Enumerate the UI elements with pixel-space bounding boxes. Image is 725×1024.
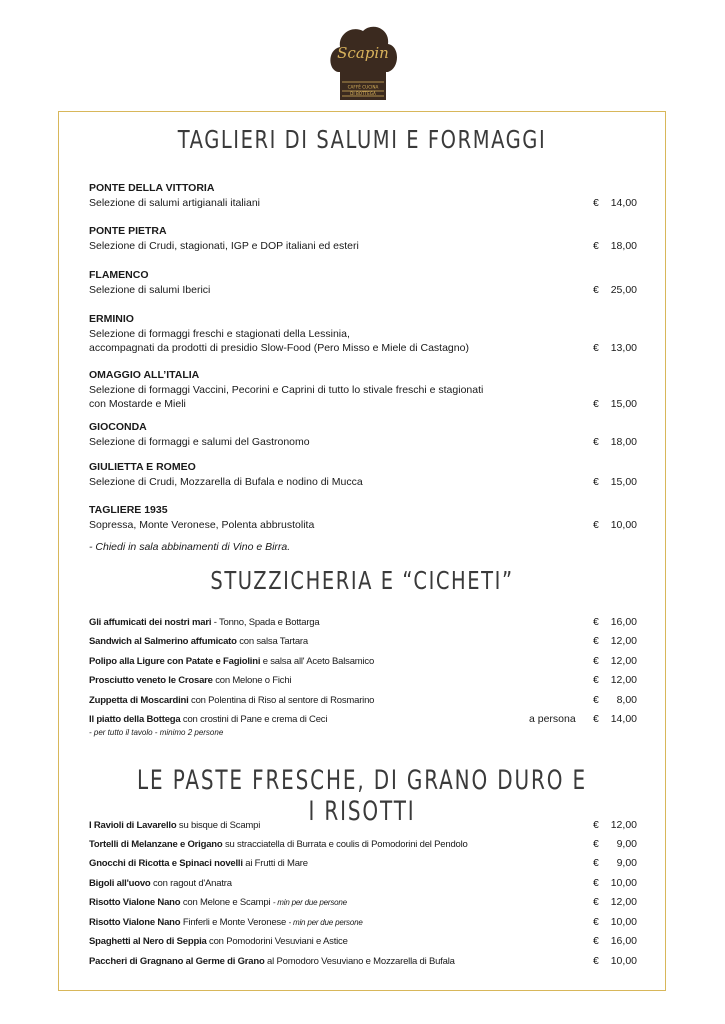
menu-item [89, 616, 637, 629]
menu-item [89, 503, 637, 532]
menu-item [89, 312, 637, 356]
menu-item [89, 694, 637, 707]
menu-item [89, 877, 637, 890]
item-desc: con Melone e Scampi [180, 897, 273, 908]
item-desc: con ragout d'Anatra [150, 878, 232, 889]
item-desc: con Melone o Fichi [212, 675, 292, 686]
item-price: € 12,00 [593, 819, 637, 831]
scapin-logo [328, 20, 398, 104]
menu-item [89, 857, 637, 870]
section-title-taglieri: TAGLIERI DI SALUMI E FORMAGGI [177, 125, 547, 154]
item-name: Spaghetti al Nero di Seppia [89, 936, 207, 947]
item-price: € 14,00 [593, 713, 637, 725]
item-name: PONTE DELLA VITTORIA [89, 182, 215, 194]
item-price: € 16,00 [593, 616, 637, 628]
item-desc: con crostini di Pane e crema di Ceci [180, 714, 328, 725]
item-price: € 9,00 [593, 857, 637, 869]
item-price: € 18,00 [593, 435, 637, 448]
item-name: Polipo alla Ligure con Patate e Fagiolini [89, 656, 261, 667]
item-price: € 10,00 [593, 877, 637, 889]
item-desc: Selezione di Crudi, Mozzarella di Bufala e nodino di Mucca [89, 475, 363, 488]
item-desc: ai Frutti di Mare [242, 858, 308, 869]
item-name: OMAGGIO ALL’ITALIA [89, 369, 200, 381]
item-name: Sandwich al Salmerino affumicato [89, 636, 237, 647]
item-desc-2: accompagnati da prodotti di presidio Slow-Food (Pero Misso e Miele di Castagno) [89, 342, 469, 354]
item-name: TAGLIERE 1935 [89, 504, 168, 516]
item-name: ERMINIO [89, 313, 134, 325]
menu-item [89, 916, 637, 929]
item-name: I Ravioli di Lavarello [89, 820, 177, 831]
menu-item [89, 955, 637, 968]
item-desc: Selezione di Crudi, stagionati, IGP e DOP italiani ed esteri [89, 239, 359, 252]
item-price: € 13,00 [593, 342, 637, 354]
item-desc: Selezione di salumi Iberici [89, 283, 211, 296]
menu-item [89, 224, 637, 253]
item-desc: su bisque di Scampi [176, 820, 261, 831]
item-name: Risotto Vialone Nano [89, 897, 181, 908]
item-price: € 14,00 [593, 196, 637, 209]
item-name: PONTE PIETRA [89, 225, 167, 237]
item-desc: Selezione di formaggi freschi e stagionati della Lessinia, [89, 327, 350, 340]
minimum-note: - per tutto il tavolo - minimo 2 persone [89, 728, 224, 737]
menu-item [89, 420, 637, 449]
menu-item [89, 268, 637, 297]
item-price: € 12,00 [593, 674, 637, 686]
item-desc: Finferli e Monte Veronese [180, 917, 289, 928]
item-name: GIOCONDA [89, 421, 147, 433]
per-person-label: a persona [529, 713, 576, 725]
item-desc: e salsa all' Aceto Balsamico [260, 656, 375, 667]
item-desc: Selezione di salumi artigianali italiani [89, 196, 261, 209]
svg-text:DI BOTTEGA: DI BOTTEGA [350, 91, 376, 96]
item-price: € 10,00 [593, 916, 637, 928]
menu-item [89, 819, 637, 832]
item-price: € 12,00 [593, 635, 637, 647]
item-price: € 9,00 [593, 838, 637, 850]
menu-item [89, 460, 637, 489]
item-price: € 16,00 [593, 935, 637, 947]
item-name: Gli affumicati dei nostri mari [89, 617, 212, 628]
item-price: € 12,00 [593, 896, 637, 908]
item-desc: Sopressa, Monte Veronese, Polenta abbrustolita [89, 518, 315, 531]
item-price: € 15,00 [593, 475, 637, 488]
item-name: Bigoli all'uovo [89, 878, 151, 889]
item-name: Tortelli di Melanzane e Origano [89, 839, 223, 850]
item-desc-2: con Mostarde e Mieli [89, 398, 186, 410]
item-name: Paccheri di Gragnano al Germe di Grano [89, 956, 265, 967]
item-desc: - Tonno, Spada e Bottarga [211, 617, 320, 628]
item-name: Prosciutto veneto le Crosare [89, 675, 213, 686]
item-name: Zuppetta di Moscardini [89, 695, 189, 706]
menu-item [89, 181, 637, 210]
menu-item [89, 838, 637, 851]
item-price: € 8,00 [593, 694, 637, 706]
item-desc: Selezione di formaggi Vaccini, Pecorini e Caprini di tutto lo stivale freschi e stagionati [89, 383, 484, 396]
item-name: GIULIETTA E ROMEO [89, 461, 196, 473]
menu-item [89, 896, 637, 909]
menu-item [89, 935, 637, 948]
pairing-note: - Chiedi in sala abbinamenti di Vino e Birra. [89, 541, 291, 553]
section-title-paste: LE PASTE FRESCHE, DI GRANO DURO E I RISOTTI [137, 765, 587, 827]
item-price: € 25,00 [593, 283, 637, 296]
menu-item [89, 713, 637, 726]
item-desc: con salsa Tartara [236, 636, 308, 647]
item-name: Il piatto della Bottega [89, 714, 181, 725]
item-price: € 12,00 [593, 655, 637, 667]
item-name: Gnocchi di Ricotta e Spinaci novelli [89, 858, 243, 869]
item-min-note: - min per due persone [272, 898, 347, 907]
section-title-stuzzicheria: STUZZICHERIA E “CICHETI” [210, 566, 514, 595]
svg-text:Scapin: Scapin [337, 44, 389, 62]
item-name: FLAMENCO [89, 269, 149, 281]
item-desc: Selezione di formaggi e salumi del Gastronomo [89, 435, 310, 448]
item-name: Risotto Vialone Nano [89, 917, 181, 928]
item-desc: al Pomodoro Vesuviano e Mozzarella di Bufala [264, 956, 455, 967]
item-desc: su stracciatella di Burrata e coulis di Pomodorini del Pendolo [222, 839, 468, 850]
item-price: € 10,00 [593, 955, 637, 967]
item-price: € 15,00 [593, 398, 637, 410]
item-desc: con Polentina di Riso al sentore di Rosmarino [188, 695, 375, 706]
item-min-note: - min per due persone [288, 918, 363, 927]
menu-item [89, 368, 637, 412]
item-price: € 18,00 [593, 239, 637, 252]
item-price: € 10,00 [593, 518, 637, 531]
svg-text:CAFFÈ CUCINA: CAFFÈ CUCINA [347, 84, 379, 90]
menu-item [89, 635, 637, 648]
menu-item [89, 655, 637, 668]
menu-item [89, 674, 637, 687]
item-desc: con Pomodorini Vesuviani e Astice [206, 936, 348, 947]
